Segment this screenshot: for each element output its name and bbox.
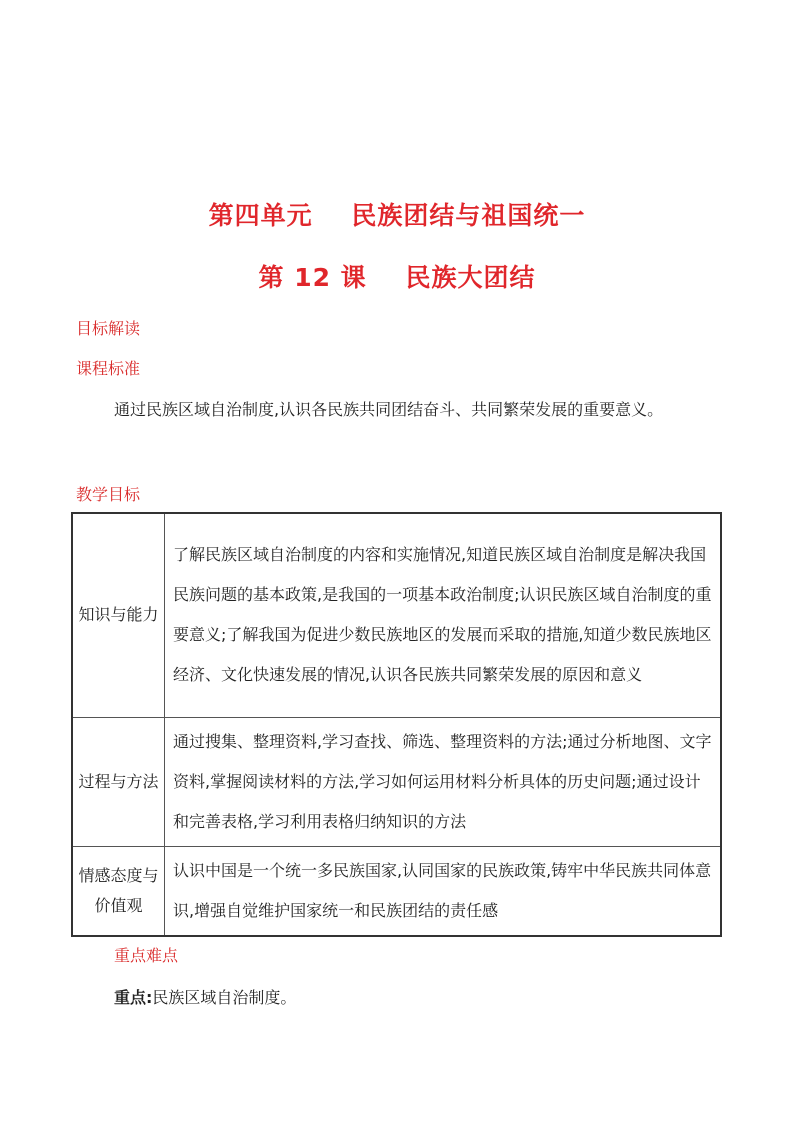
goal-content-process: 通过搜集、整理资料,学习查找、筛选、整理资料的方法;通过分析地图、文字资料,掌握阅读材料的方法,学习如何运用材料分析具体的历史问题;通过设计和完善表格,学习利用表格归纳知识的方法 — [165, 717, 722, 846]
curriculum-text: 通过民族区域自治制度,认识各民族共同团结奋斗、共同繁荣发展的重要意义。 — [114, 400, 664, 419]
key-point-label: 重点: — [114, 988, 153, 1007]
teaching-goals-heading: 教学目标 — [76, 485, 141, 504]
key-point-text: 民族区域自治制度。 — [152, 988, 297, 1007]
goal-label-knowledge: 知识与能力 — [72, 513, 165, 717]
lesson-title: 第 12 课 民族大团结 — [258, 263, 536, 292]
table-row — [72, 846, 721, 936]
goal-label-process: 过程与方法 — [72, 717, 165, 846]
teaching-goals-table — [71, 512, 722, 937]
goal-content-attitude: 认识中国是一个统一多民族国家,认同国家的民族政策,铸牢中华民族共同体意识,增强自觉维护国家统一和民族团结的责任感 — [165, 846, 722, 936]
key-point-line — [114, 983, 296, 1013]
goal-content-knowledge: 了解民族区域自治制度的内容和实施情况,知道民族区域自治制度是解决我国民族问题的基本政策,是我国的一项基本政治制度;认识民族区域自治制度的重要意义;了解我国为促进少数民族地区的发展而采取的措施,知道少数民族地区经济、文化快速发展的情况,认识各民族共同繁荣发展的原因和意义 — [165, 513, 722, 717]
table-row — [72, 513, 721, 717]
table-row — [72, 717, 721, 846]
unit-title: 第四单元 民族团结与祖国统一 — [208, 201, 586, 230]
curriculum-heading: 课程标准 — [76, 359, 141, 378]
goal-label-attitude: 情感态度与价值观 — [72, 846, 165, 936]
objectives-heading: 目标解读 — [76, 319, 141, 338]
key-difficult-heading: 重点难点 — [114, 946, 179, 965]
